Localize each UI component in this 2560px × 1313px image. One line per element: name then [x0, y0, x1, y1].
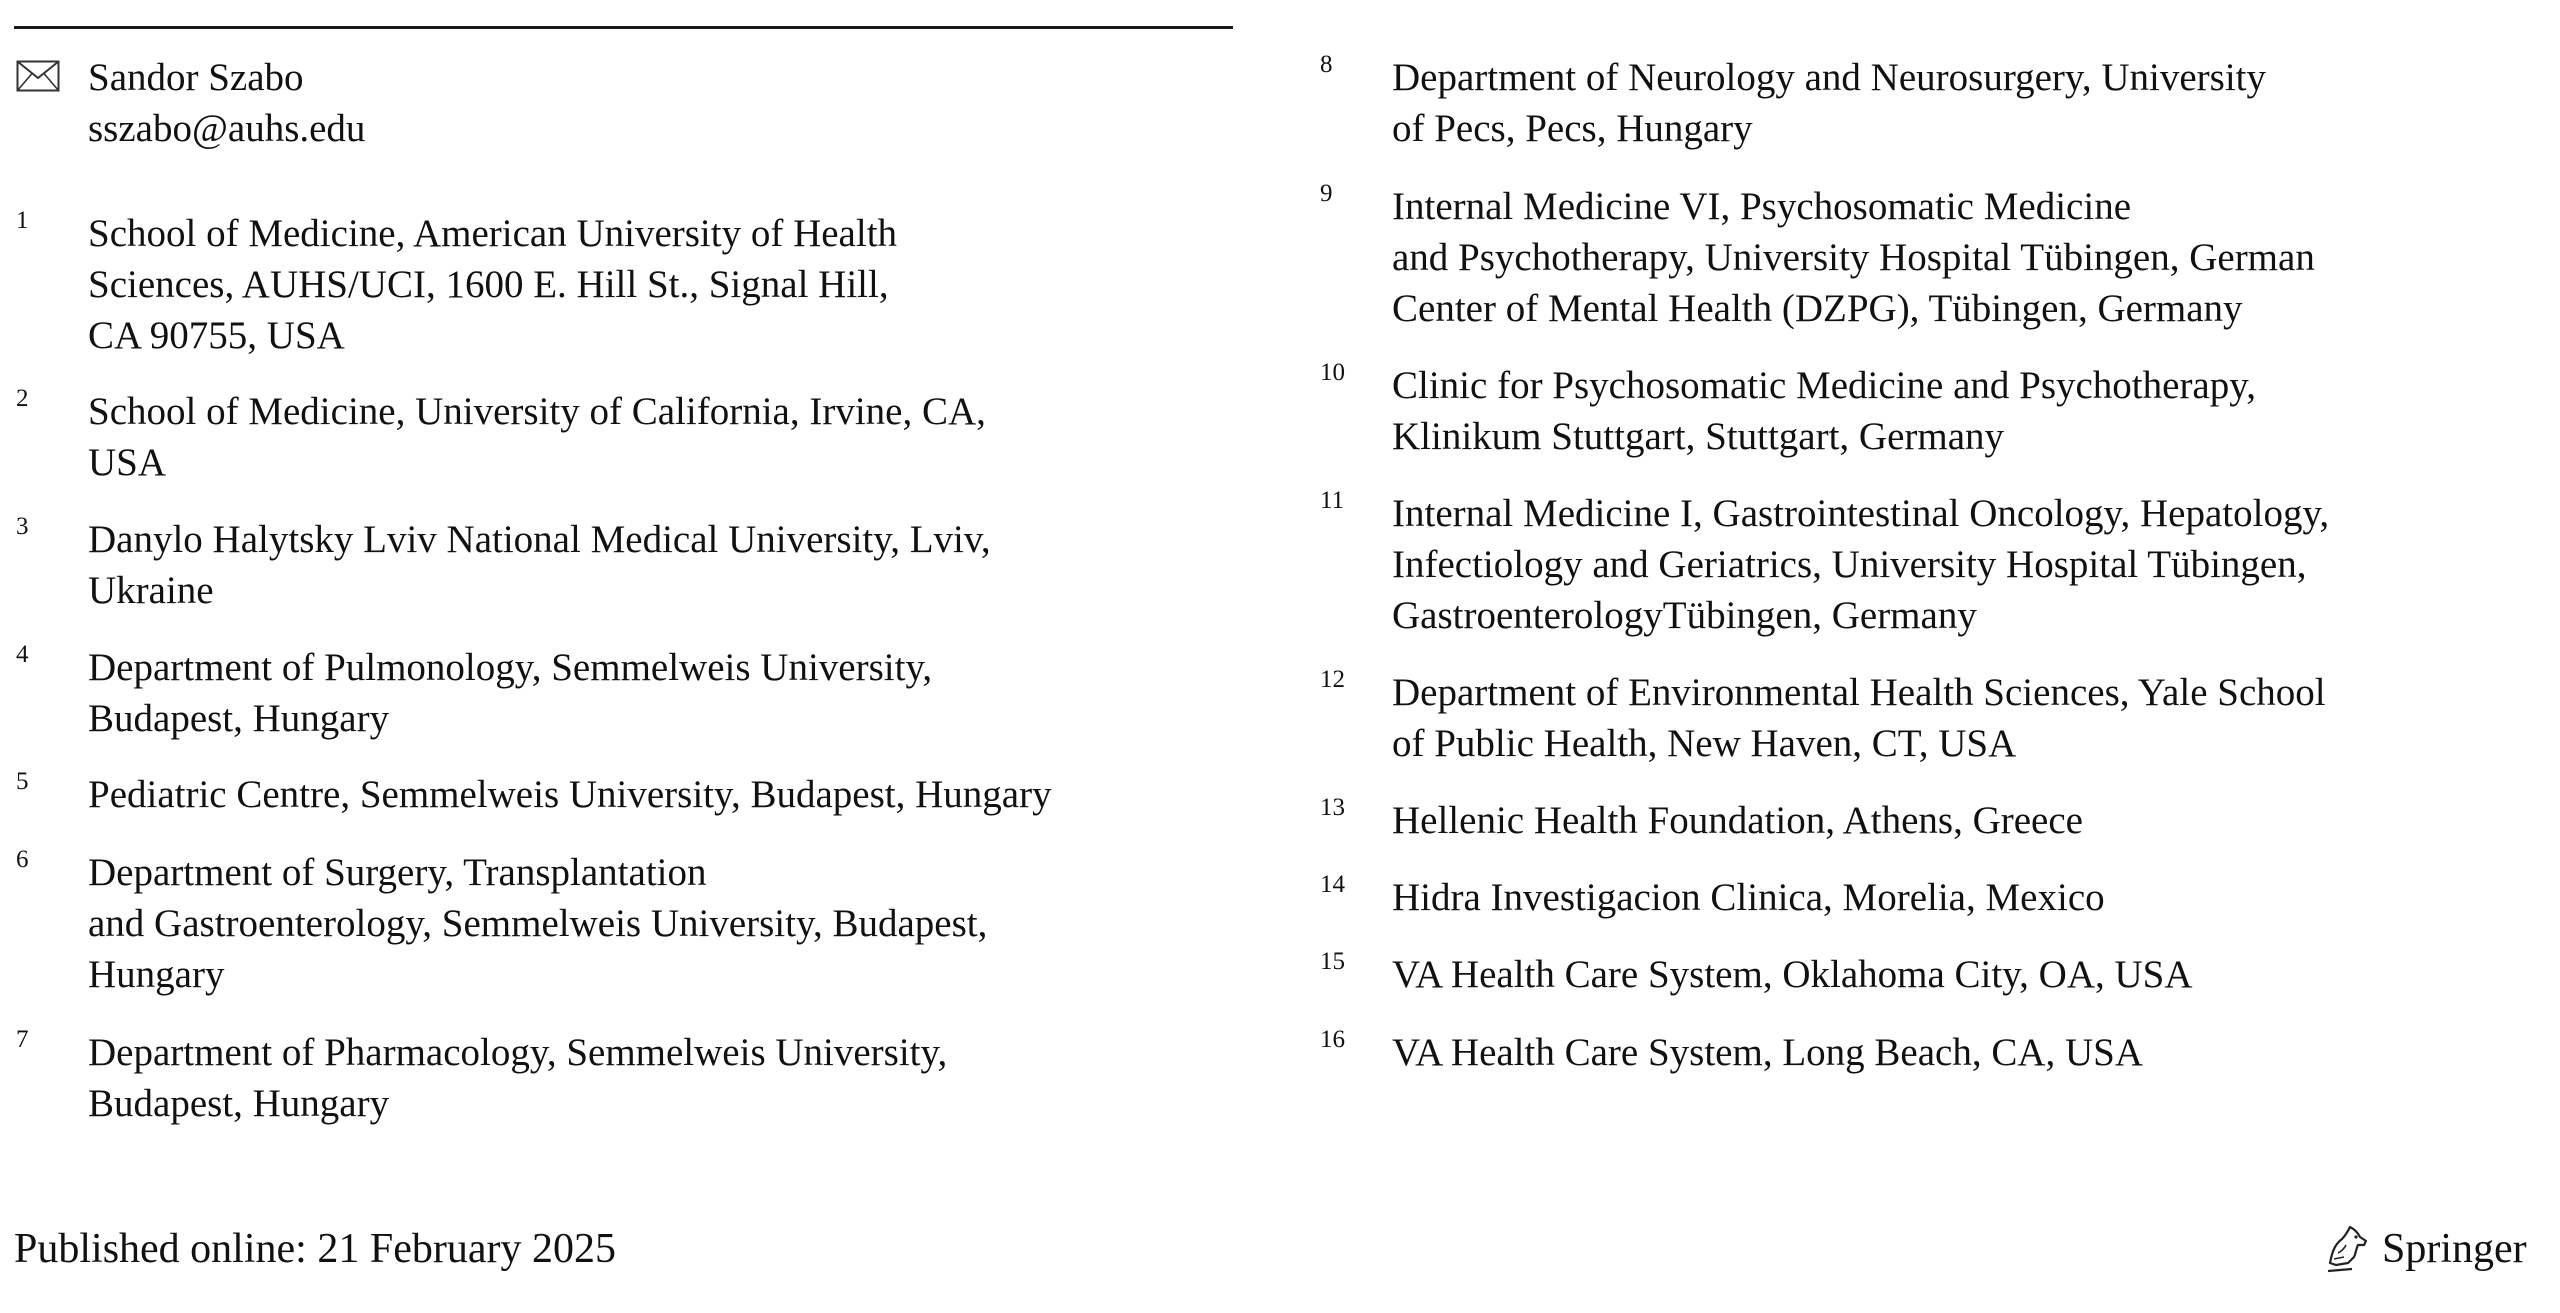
- author-name: Sandor Szabo: [88, 56, 304, 99]
- affiliation-line: Internal Medicine I, Gastrointestinal Oncology, Hepatology,: [1392, 492, 2330, 535]
- affiliation-number: 9: [1320, 180, 1333, 207]
- affiliation-number: 11: [1320, 487, 1345, 514]
- affiliation-number: 13: [1320, 794, 1345, 821]
- affiliation-line: Center of Mental Health (DZPG), Tübingen, Germany: [1392, 287, 2243, 330]
- affiliation-line: Hellenic Health Foundation, Athens, Greece: [1392, 799, 2083, 842]
- springer-horse-logo-icon: [2322, 1223, 2370, 1275]
- affiliation-line: Budapest, Hungary: [88, 1082, 390, 1125]
- affiliation-number: 16: [1320, 1026, 1345, 1053]
- affiliation-line: of Public Health, New Haven, CT, USA: [1392, 722, 2017, 765]
- affiliation-line: Hungary: [88, 953, 225, 996]
- affiliation-line: Pediatric Centre, Semmelweis University, Budapest, Hungary: [88, 773, 1052, 816]
- affiliation-number: 3: [16, 513, 29, 540]
- affiliation-line: Infectiology and Geriatrics, University Hospital Tübingen,: [1392, 543, 2307, 586]
- affiliation-number: 10: [1320, 359, 1345, 386]
- affiliation-number: 8: [1320, 51, 1333, 78]
- affiliation-number: 6: [16, 846, 29, 873]
- affiliation-line: Sciences, AUHS/UCI, 1600 E. Hill St., Signal Hill,: [88, 263, 889, 306]
- affiliation-line: of Pecs, Pecs, Hungary: [1392, 107, 1753, 150]
- affiliation-number: 5: [16, 768, 29, 795]
- published-date: Published online: 21 February 2025: [14, 1226, 616, 1272]
- affiliation-number: 1: [16, 207, 29, 234]
- publisher-name: Springer: [2382, 1226, 2527, 1272]
- affiliation-number: 14: [1320, 871, 1345, 898]
- publisher-logo: [2322, 1221, 2527, 1277]
- affiliation-number: 4: [16, 641, 29, 668]
- affiliation-line: and Psychotherapy, University Hospital Tübingen, German: [1392, 236, 2315, 279]
- affiliation-line: School of Medicine, American University of Health: [88, 212, 898, 255]
- author-email[interactable]: sszabo@auhs.edu: [88, 107, 366, 150]
- affiliation-line: Department of Pharmacology, Semmelweis University,: [88, 1031, 948, 1074]
- affiliation-line: CA 90755, USA: [88, 314, 345, 357]
- affiliation-line: USA: [88, 441, 167, 484]
- affiliation-number: 15: [1320, 948, 1345, 975]
- affiliation-line: Department of Neurology and Neurosurgery, University: [1392, 56, 2267, 99]
- affiliation-line: GastroenterologyTübingen, Germany: [1392, 594, 1977, 637]
- affiliation-line: Hidra Investigacion Clinica, Morelia, Mexico: [1392, 876, 2105, 919]
- affiliation-line: Budapest, Hungary: [88, 697, 390, 740]
- header-rule: [14, 26, 1233, 29]
- affiliation-line: Department of Pulmonology, Semmelweis University,: [88, 646, 933, 689]
- affiliation-line: VA Health Care System, Long Beach, CA, USA: [1392, 1031, 2144, 1074]
- affiliation-line: VA Health Care System, Oklahoma City, OA, USA: [1392, 953, 2193, 996]
- affiliation-line: Klinikum Stuttgart, Stuttgart, Germany: [1392, 415, 2005, 458]
- affiliation-line: and Gastroenterology, Semmelweis University, Budapest,: [88, 902, 988, 945]
- affiliation-line: School of Medicine, University of California, Irvine, CA,: [88, 390, 986, 433]
- affiliation-number: 2: [16, 385, 29, 412]
- envelope-icon: [16, 60, 60, 92]
- affiliation-line: Ukraine: [88, 569, 214, 612]
- affiliation-line: Department of Environmental Health Sciences, Yale School: [1392, 671, 2326, 714]
- affiliation-number: 12: [1320, 666, 1345, 693]
- affiliation-number: 7: [16, 1026, 29, 1053]
- affiliation-line: Department of Surgery, Transplantation: [88, 851, 707, 894]
- affiliation-line: Internal Medicine VI, Psychosomatic Medicine: [1392, 185, 2132, 228]
- affiliation-line: Danylo Halytsky Lviv National Medical University, Lviv,: [88, 518, 991, 561]
- affiliation-line: Clinic for Psychosomatic Medicine and Psychotherapy,: [1392, 364, 2256, 407]
